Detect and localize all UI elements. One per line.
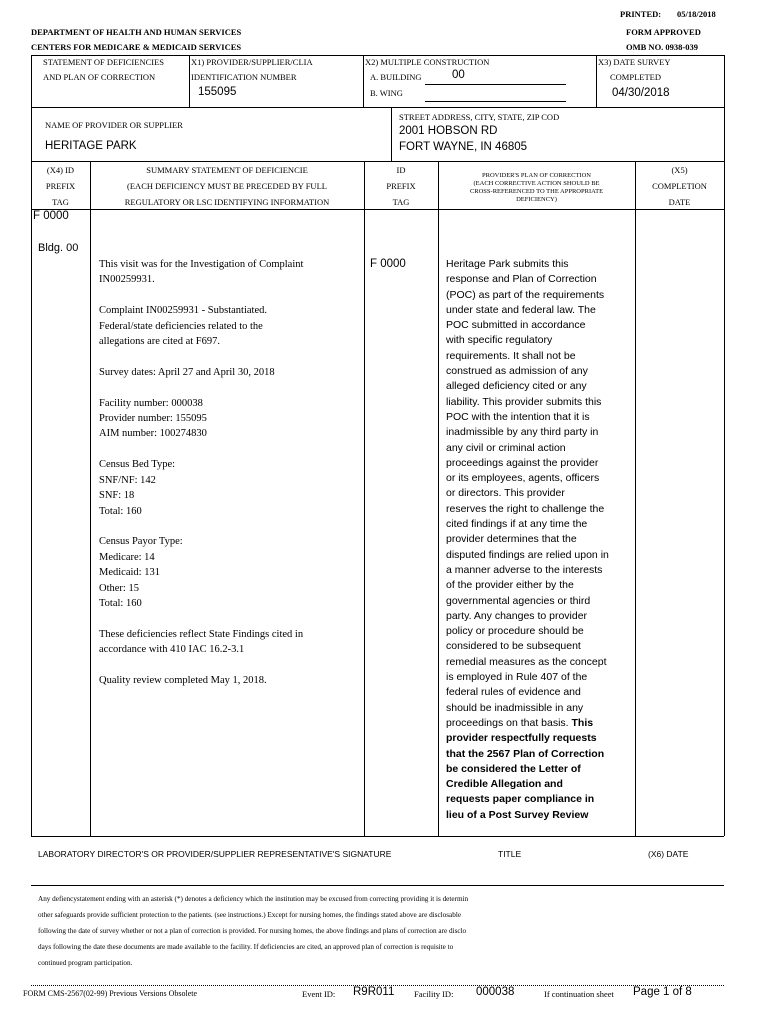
wing-label: B. WING — [370, 88, 403, 98]
survey-completed-date: 04/30/2018 — [612, 87, 670, 99]
printed-date: 05/18/2018 — [677, 9, 716, 19]
finding-line: Provider number: 155095 — [99, 413, 207, 425]
form-number: FORM CMS-2567(02-99) Previous Versions Obsolete — [23, 989, 198, 998]
finding-line — [99, 519, 303, 534]
provider-name: HERITAGE PARK — [45, 140, 137, 152]
x3-label-1: X3) DATE SURVEY — [598, 57, 671, 67]
summary-header-1: SUMMARY STATEMENT OF DEFICIENCIE — [146, 165, 308, 175]
printed-label: PRINTED: — [620, 9, 662, 19]
poc-line: (POC) as part of the requirements — [446, 288, 605, 301]
form-approved: FORM APPROVED — [626, 27, 701, 37]
poc-line: is employed in Rule 407 of the — [446, 671, 588, 684]
address-label: STREET ADDRESS, CITY, STATE, ZIP COD — [399, 112, 560, 122]
x6-date-label: (X6) DATE — [648, 849, 689, 859]
centers-title: CENTERS FOR MEDICARE & MEDICAID SERVICES — [31, 42, 242, 52]
poc-line: Heritage Park submits this — [446, 258, 569, 270]
plan-header-2: (EACH CORRECTIVE ACTION SHOULD BE — [473, 180, 600, 187]
poc-line: with specific regulatory — [446, 334, 553, 347]
statement-label-1: STATEMENT OF DEFICIENCIES — [43, 57, 165, 67]
notice-line: days following the date these documents are made available to the facility. If deficiencies are cited, an approved plan of correction is requisite to — [38, 943, 454, 951]
facility-id-label: Facility ID: — [414, 989, 454, 999]
provider-number: 155095 — [198, 86, 237, 98]
building-tag: Bldg. 00 — [38, 242, 79, 254]
poc-line: or directors. This provider — [446, 487, 565, 500]
x4-header-3: TAG — [52, 197, 69, 207]
prefix-tag-left: F 0000 — [33, 210, 69, 222]
poc-line: proceedings against the provider — [446, 456, 599, 469]
notice-line: Any defiencystatement ending with an asterisk (*) denotes a deficiency which the institution may be excused from correcting providing it is determin — [38, 895, 469, 903]
event-id-label: Event ID: — [302, 989, 336, 999]
x5-header-2: COMPLETION — [652, 181, 707, 191]
poc-line: party. Any changes to provider — [446, 609, 588, 622]
poc-line: federal rules of evidence and — [446, 686, 581, 699]
poc-bold-line: Credible Allegation and — [446, 778, 563, 791]
poc-line: cited findings if at any time the — [446, 518, 588, 531]
finding-line: These deficiencies reflect State Findings cited in — [99, 628, 304, 640]
prefix-tag-right: F 0000 — [370, 258, 406, 270]
title-label: TITLE — [498, 849, 522, 859]
finding-line: Census Payor Type: — [99, 536, 183, 548]
continuation-label: If continuation sheet — [544, 989, 614, 999]
x4-header-2: PREFIX — [45, 181, 76, 191]
plan-header-1: PROVIDER'S PLAN OF CORRECTION — [482, 172, 591, 179]
poc-line: liability. This provider submits this — [446, 395, 602, 408]
finding-line: Survey dates: April 27 and April 30, 2018 — [99, 366, 275, 378]
poc-bold-line: that the 2567 Plan of Correction — [446, 747, 605, 760]
finding-line: Facility number: 000038 — [99, 397, 203, 409]
summary-findings — [99, 257, 303, 688]
event-id-value: R9R011 — [353, 986, 395, 998]
poc-line: policy or procedure should be — [446, 625, 584, 638]
finding-line: Complaint IN00259931 - Substantiated. — [99, 305, 267, 317]
poc-line: alleged deficiency cited or any — [446, 380, 587, 393]
plan-of-correction — [446, 257, 609, 823]
finding-line — [99, 658, 303, 673]
id-header-3: TAG — [392, 197, 410, 207]
poc-line: any civil or criminal action — [446, 441, 566, 454]
x5-header-3: DATE — [668, 197, 691, 207]
finding-line — [99, 442, 303, 457]
poc-line: proceedings on that basis. This — [446, 716, 594, 729]
poc-line: disputed findings are relied upon in — [446, 548, 609, 561]
building-label: A. BUILDING — [370, 72, 422, 82]
finding-line — [99, 288, 303, 303]
finding-line: Medicaid: 131 — [99, 567, 160, 579]
poc-line: considered to be subsequent — [446, 640, 581, 653]
finding-line: accordance with 410 IAC 16.2-3.1 — [99, 644, 245, 656]
notice-line: continued program participation. — [38, 959, 133, 967]
poc-line: should be inadmissible in any — [446, 701, 584, 714]
poc-line: under state and federal law. The — [446, 303, 596, 316]
poc-line: governmental agencies or third — [446, 594, 591, 607]
poc-line: or its employees, agents, officers — [446, 472, 600, 485]
poc-line: requirements. It shall not be — [446, 349, 576, 362]
finding-line: Federal/state deficiencies related to the — [99, 320, 263, 332]
poc-bold-inline: This — [568, 716, 594, 729]
x2-label: X2) MULTIPLE CONSTRUCTION — [365, 57, 490, 67]
provider-name-label: NAME OF PROVIDER OR SUPPLIER — [45, 120, 183, 130]
poc-line: POC submitted in accordance — [446, 319, 586, 332]
page-number: Page 1 of 8 — [633, 986, 692, 998]
x5-header-1: (X5) — [671, 165, 688, 175]
finding-line: allegations are cited at F697. — [99, 336, 221, 348]
finding-line: AIM number: 100274830 — [99, 428, 207, 440]
poc-line: provider determines that the — [446, 533, 577, 546]
disclosure-notice — [38, 891, 468, 971]
poc-bold-line: be considered the Letter of — [446, 762, 581, 775]
poc-line: POC with the intention that it is — [446, 410, 590, 423]
address-line-1: 2001 HOBSON RD — [399, 125, 498, 137]
notice-line: other safeguards provide sufficient protection to the patients. (see instructions.) Except for nursing homes, the findings stated above are disclosable — [38, 911, 462, 919]
poc-line: of the provider either by the — [446, 579, 574, 592]
omb-number: OMB NO. 0938-039 — [626, 42, 699, 52]
poc-bold-line: requests paper compliance in — [446, 793, 595, 806]
finding-line: SNF/NF: 142 — [99, 474, 156, 486]
finding-line: Census Bed Type: — [99, 459, 176, 471]
finding-line — [99, 380, 303, 395]
finding-line — [99, 611, 303, 626]
address-line-2: FORT WAYNE, IN 46805 — [399, 141, 528, 153]
poc-line: reserves the right to challenge the — [446, 502, 605, 515]
poc-bold-line: provider respectfully requests — [446, 732, 597, 745]
poc-line: response and Plan of Correction — [446, 273, 597, 286]
department-title: DEPARTMENT OF HEALTH AND HUMAN SERVICES — [31, 27, 242, 37]
finding-line: Medicare: 14 — [99, 551, 155, 563]
finding-line: This visit was for the Investigation of Complaint — [99, 259, 304, 270]
plan-header-4: DEFICIENCY) — [516, 196, 557, 203]
x3-label-2: COMPLETED — [610, 72, 661, 82]
poc-line: inadmissible by any third party in — [446, 426, 599, 439]
finding-line: Total: 160 — [99, 597, 142, 609]
poc-line: construed as admission of any — [446, 365, 588, 378]
id-header-1: ID — [396, 165, 406, 175]
poc-bold-line: lieu of a Post Survey Review — [446, 808, 589, 821]
finding-line: Quality review completed May 1, 2018. — [99, 674, 267, 686]
finding-line: Total: 160 — [99, 505, 142, 517]
poc-line: remedial measures as the concept — [446, 655, 607, 668]
finding-line: IN00259931. — [99, 274, 155, 286]
statement-label-2: AND PLAN OF CORRECTION — [43, 72, 156, 82]
summary-header-3: REGULATORY OR LSC IDENTIFYING INFORMATION — [124, 197, 330, 207]
x1-label-1: X1) PROVIDER/SUPPLIER/CLIA — [191, 57, 313, 67]
x4-header-1: (X4) ID — [46, 165, 75, 175]
signature-label: LABORATORY DIRECTOR'S OR PROVIDER/SUPPLIER REPRESENTATIVE'S SIGNATURE — [38, 849, 392, 859]
poc-line: a manner adverse to the interests — [446, 563, 603, 576]
id-header-2: PREFIX — [386, 181, 416, 191]
finding-line: Other: 15 — [99, 582, 139, 594]
facility-id-value: 000038 — [476, 986, 515, 998]
building-value: 00 — [452, 69, 465, 81]
x1-label-2: IDENTIFICATION NUMBER — [191, 72, 297, 82]
summary-header-2: (EACH DEFICIENCY MUST BE PRECEDED BY FULL — [127, 181, 327, 191]
finding-line: SNF: 18 — [99, 490, 135, 502]
notice-line: following the date of survey whether or not a plan of correction is provided. For nursing homes, the above findings and plans of correction are disclo — [38, 927, 467, 935]
finding-line — [99, 349, 303, 364]
plan-header-3: CROSS-REFERENCED TO THE APPROPRIATE — [469, 188, 604, 195]
